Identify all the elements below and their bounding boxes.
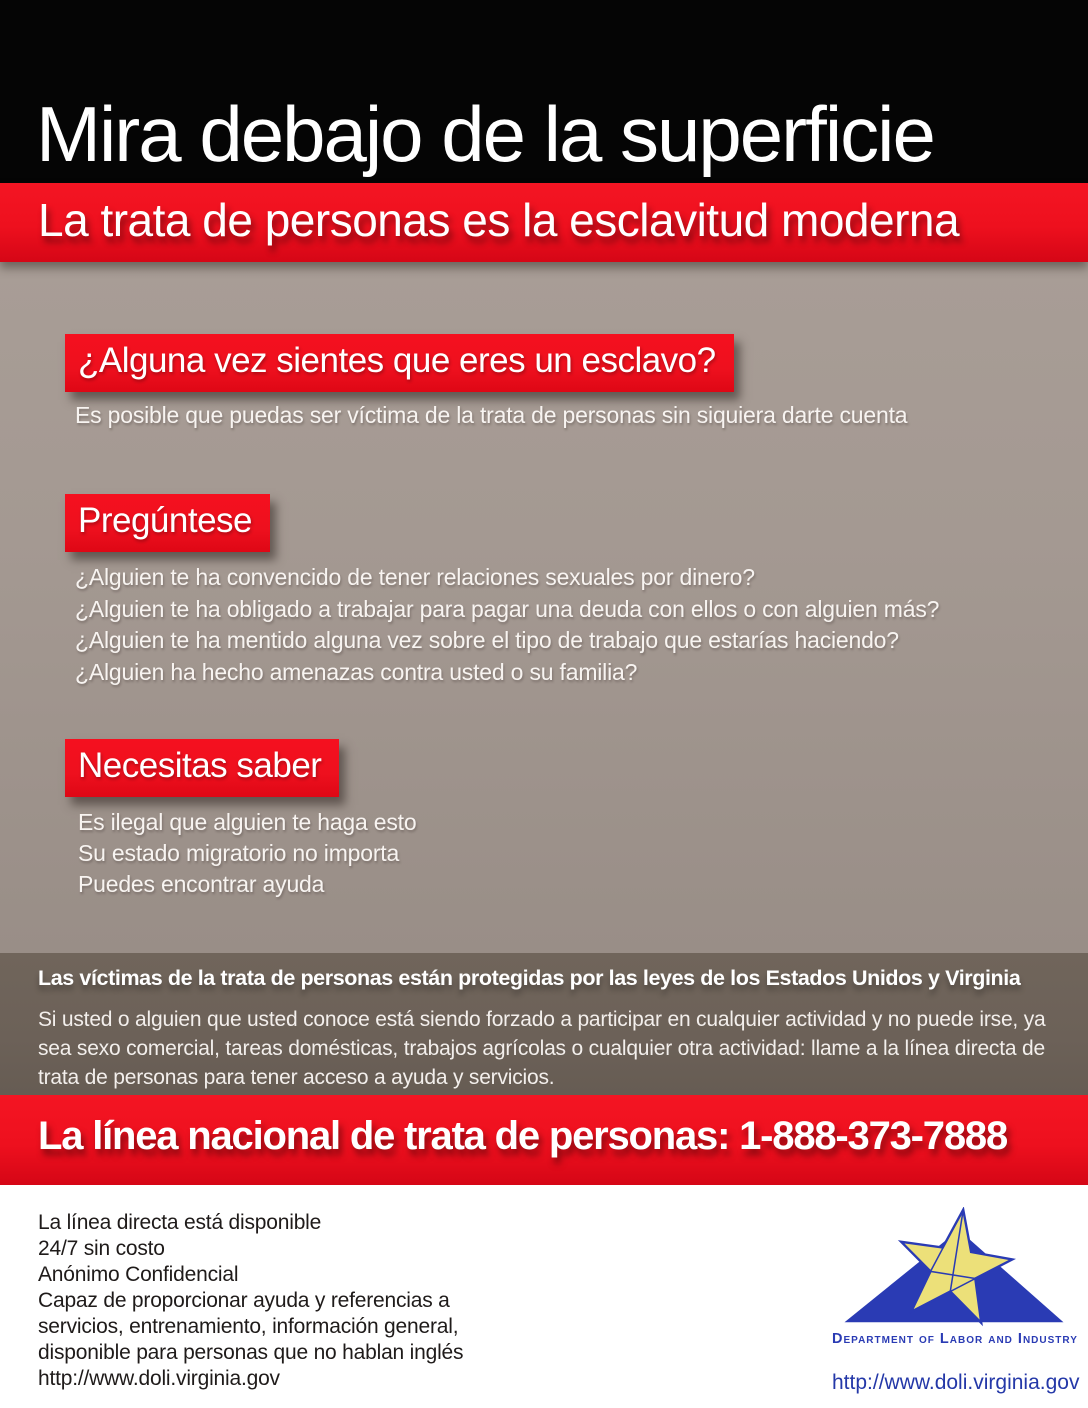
poster-subtitle: La trata de personas es la esclavitud moderna <box>38 194 960 246</box>
subtitle-band <box>0 183 1088 262</box>
info-line: La línea directa está disponible <box>38 1211 322 1234</box>
question-item: ¿Alguien te ha convencido de tener relaciones sexuales por dinero? <box>75 564 755 590</box>
poster-title: Mira debajo de la superficie <box>36 90 934 178</box>
protection-heading: Las víctimas de la trata de personas están protegidas por las leyes de los Estados Unidos y Virginia <box>38 966 1021 990</box>
fact-item: Su estado migratorio no importa <box>78 840 400 866</box>
hotline-info-block <box>38 1210 463 1392</box>
victim-awareness-subtext: Es posible que puedas ser víctima de la trata de personas sin siquiera darte cuenta <box>75 402 908 428</box>
heading-ask-yourself: Pregúntese <box>65 494 270 552</box>
info-line: Anónimo Confidencial <box>38 1263 239 1286</box>
info-line: Capaz de proporcionar ayuda y referencias a <box>38 1289 450 1312</box>
title-band <box>0 0 1088 183</box>
footer <box>0 1185 1088 1408</box>
fact-item: Puedes encontrar ayuda <box>78 871 325 897</box>
info-line: disponible para personas que no hablan inglés <box>38 1341 464 1364</box>
info-line: servicios, entrenamiento, información general, <box>38 1315 459 1338</box>
doli-url-right[interactable]: http://www.doli.virginia.gov <box>832 1371 1080 1394</box>
hotline-number-text: La línea nacional de trata de personas: 1-888-373-7888 <box>38 1114 1007 1158</box>
info-line: 24/7 sin costo <box>38 1237 165 1260</box>
doli-logo-block <box>832 1207 1080 1395</box>
doli-logo-icon <box>835 1207 1073 1329</box>
protection-body: Si usted o alguien que usted conoce está siendo forzado a participar en cualquier actividad y no puede irse, ya sea sexo comercial, tareas domésticas, trabajos agrícolas o cualquier otra actividad: llame a la línea directa de trata de personas para tener acceso a ayuda y servicios. <box>38 1008 1046 1089</box>
need-to-know-list <box>78 807 416 900</box>
heading-ever-feel-slave: ¿Alguna vez sientes que eres un esclavo? <box>65 334 734 392</box>
doli-logo-label: Department of Labor and Industry <box>832 1331 1078 1347</box>
protection-band <box>0 953 1088 1095</box>
fact-item: Es ilegal que alguien te haga esto <box>78 809 417 835</box>
main-content <box>0 262 1088 953</box>
doli-url-left[interactable]: http://www.doli.virginia.gov <box>38 1367 280 1390</box>
question-item: ¿Alguien te ha mentido alguna vez sobre el tipo de trabajo que estarías haciendo? <box>75 627 899 653</box>
question-item: ¿Alguien ha hecho amenazas contra usted o su familia? <box>75 658 638 685</box>
heading-need-to-know: Necesitas saber <box>65 739 339 797</box>
question-item: ¿Alguien te ha obligado a trabajar para pagar una deuda con ellos o con alguien más? <box>75 595 940 622</box>
ask-yourself-list <box>75 562 939 688</box>
hotline-band <box>0 1095 1088 1185</box>
